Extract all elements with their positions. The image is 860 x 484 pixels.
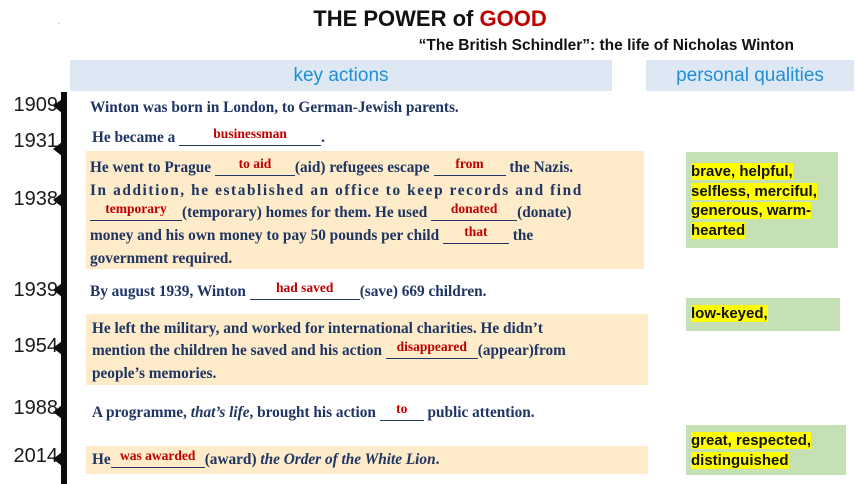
title-main: THE POWER of bbox=[313, 6, 480, 31]
event-text: He went to Prague bbox=[90, 159, 215, 176]
timeline-tick bbox=[53, 99, 62, 113]
event-1938 bbox=[90, 157, 639, 270]
event-line: people’s memories. bbox=[92, 365, 217, 382]
qualities-1954 bbox=[691, 304, 768, 324]
answer-text: that bbox=[464, 224, 488, 239]
event-text: money and his own money to pay 50 pounds per child bbox=[90, 227, 443, 244]
answer-blank bbox=[179, 123, 321, 146]
event-text: (save) 669 children. bbox=[359, 283, 487, 300]
quality-text: low-keyed, bbox=[691, 305, 768, 322]
answer-text: had saved bbox=[275, 280, 334, 295]
answer-text: disappeared bbox=[396, 339, 467, 354]
quality-text: great, respected, bbox=[691, 432, 812, 449]
event-line: He left the military, and worked for international charities. He didn’t bbox=[92, 320, 543, 337]
personal-qualities-header: personal qualities bbox=[646, 60, 854, 91]
event-text: A programme, bbox=[92, 404, 191, 421]
timeline-tick bbox=[53, 452, 62, 466]
event-2014 bbox=[92, 449, 439, 472]
answer-blank bbox=[111, 445, 205, 468]
year-label: 1909 bbox=[13, 94, 58, 116]
timeline-tick bbox=[53, 341, 62, 355]
answer-blank bbox=[380, 398, 424, 421]
quality-text: generous, warm- bbox=[691, 202, 812, 219]
year-label: 1988 bbox=[13, 397, 58, 419]
answer-text: from bbox=[455, 156, 484, 171]
event-line bbox=[92, 340, 646, 363]
year-label: 1939 bbox=[13, 279, 58, 301]
event-text: the Nazis. bbox=[505, 159, 574, 176]
event-text: (appear)from bbox=[477, 342, 566, 359]
event-text: . bbox=[321, 129, 325, 146]
event-text: mention the children he saved and his action bbox=[92, 342, 386, 359]
answer-text: businessman bbox=[213, 126, 287, 141]
quality-text: distinguished bbox=[691, 451, 789, 469]
event-line bbox=[90, 157, 639, 180]
event-line bbox=[90, 225, 639, 248]
event-text: (donate) bbox=[517, 204, 572, 221]
event-1988 bbox=[92, 402, 535, 425]
decorative-dot: . bbox=[58, 20, 60, 26]
quality-text: brave, helpful, bbox=[691, 163, 793, 180]
event-1909: Winton was born in London, to German-Jewish parents. bbox=[90, 99, 459, 116]
answer-text: to aid bbox=[238, 156, 272, 171]
year-label: 2014 bbox=[13, 445, 58, 467]
qualities-2014 bbox=[691, 431, 811, 470]
event-text: (aid) refugees escape bbox=[294, 159, 434, 176]
year-label: 1931 bbox=[13, 130, 58, 152]
timeline-tick bbox=[53, 283, 62, 297]
page-subtitle: “The British Schindler”: the life of Nicholas Winton bbox=[418, 37, 794, 54]
event-1954 bbox=[92, 318, 646, 385]
event-1939 bbox=[90, 281, 486, 304]
event-line bbox=[90, 202, 639, 225]
answer-text: donated bbox=[450, 201, 498, 216]
answer-text: was awarded bbox=[120, 448, 196, 463]
key-actions-header: key actions bbox=[70, 60, 612, 91]
event-line: government required. bbox=[90, 250, 233, 267]
timeline-tick bbox=[53, 142, 62, 156]
answer-blank bbox=[431, 198, 517, 221]
answer-blank bbox=[386, 336, 478, 359]
event-text: He bbox=[92, 451, 111, 468]
event-line: In addition, he established an office to keep records and find bbox=[90, 182, 583, 199]
answer-blank bbox=[443, 221, 509, 244]
event-text: He became a bbox=[92, 129, 180, 146]
answer-blank bbox=[215, 153, 295, 176]
event-text: , brought his action bbox=[249, 404, 380, 421]
title-accent: GOOD bbox=[479, 6, 547, 31]
timeline-tick bbox=[53, 193, 62, 207]
answer-blank bbox=[434, 153, 506, 176]
answer-text: temporary bbox=[105, 201, 167, 216]
event-text: public attention. bbox=[423, 404, 535, 421]
page-title bbox=[0, 6, 860, 32]
answer-blank bbox=[90, 198, 182, 221]
quality-text: hearted bbox=[691, 221, 746, 239]
event-text: By august 1939, Winton bbox=[90, 283, 250, 300]
event-1931 bbox=[92, 127, 325, 150]
answer-blank bbox=[250, 277, 360, 300]
event-text: . bbox=[435, 451, 440, 468]
event-text: (temporary) homes for them. He used bbox=[182, 204, 432, 221]
year-label: 1954 bbox=[13, 335, 58, 357]
qualities-1938 bbox=[691, 162, 817, 240]
quality-text: selfless, merciful, bbox=[691, 182, 817, 200]
timeline-tick bbox=[53, 405, 62, 419]
event-text: the bbox=[508, 227, 534, 244]
award-name: the Order of the White Lion bbox=[260, 451, 436, 468]
year-label: 1938 bbox=[13, 188, 58, 210]
programme-title: that’s life bbox=[190, 404, 250, 421]
answer-text: to bbox=[396, 401, 408, 416]
event-text: (award) bbox=[204, 451, 261, 468]
